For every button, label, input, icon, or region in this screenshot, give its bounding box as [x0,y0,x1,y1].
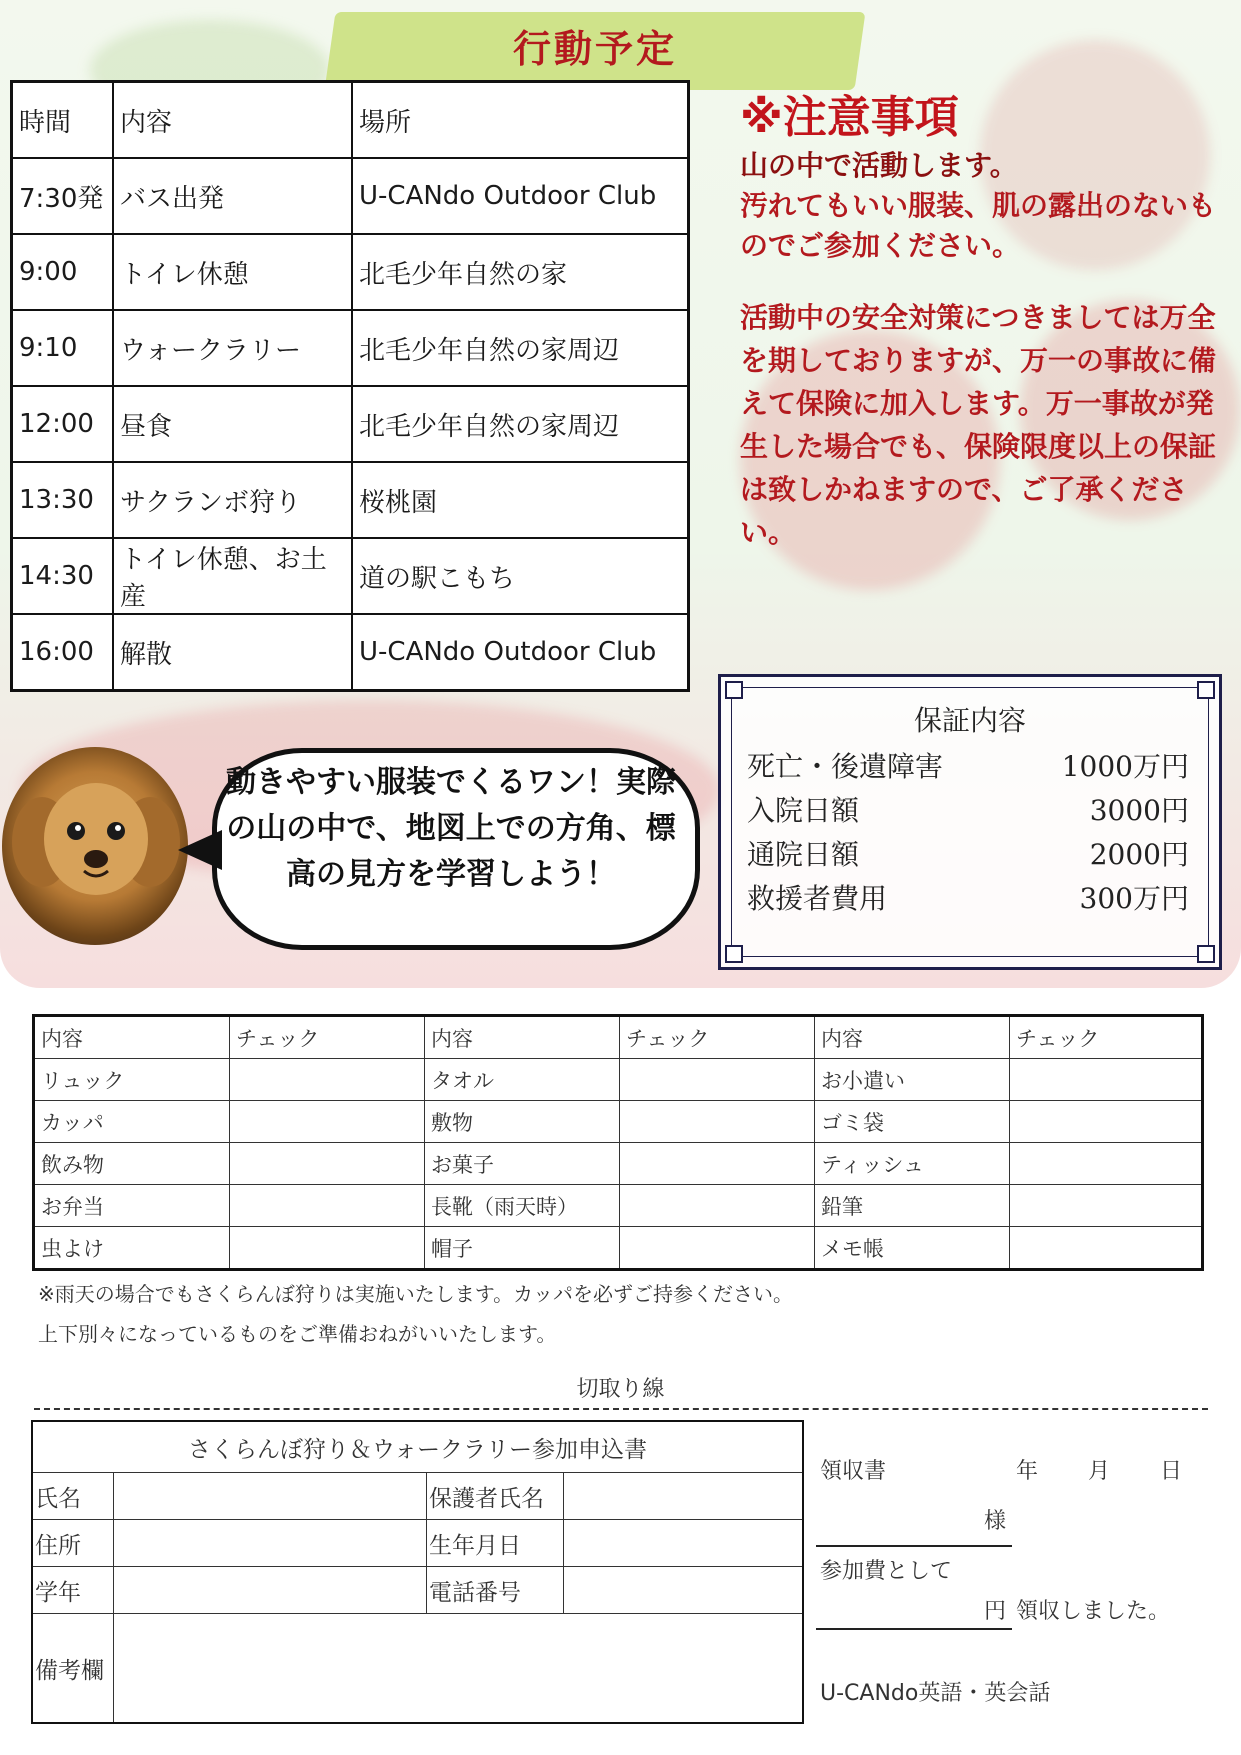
insurance-label: 死亡・後遺障害 [747,750,944,783]
grade-field[interactable] [114,1567,427,1614]
frame-corner-ornament [1197,681,1215,699]
check-cell[interactable] [620,1143,815,1185]
table-row [12,462,689,538]
form-label: 電話番号 [427,1567,564,1614]
form-label: 備考欄 [32,1614,114,1724]
item-cell: お菓子 [425,1143,620,1185]
form-label: 生年月日 [427,1520,564,1567]
name-field[interactable] [114,1473,427,1520]
table-header-row [12,82,689,159]
receipt-year: 年 [1016,1459,1039,1484]
form-row [32,1473,803,1520]
notice-section [740,90,1220,554]
table-row [34,1059,1203,1101]
check-cell[interactable] [230,1143,425,1185]
activity-cell: トイレ休憩 [113,234,352,310]
activity-cell: 解散 [113,614,352,691]
item-cell: メモ帳 [815,1227,1010,1270]
table-header-cell: 内容 [34,1016,230,1059]
table-row [34,1185,1203,1227]
item-cell: 鉛筆 [815,1185,1010,1227]
time-cell: 14:30 [12,538,114,614]
check-cell[interactable] [230,1101,425,1143]
address-field[interactable] [114,1520,427,1567]
notice-line: 山の中で活動します。 [740,149,1018,182]
table-header-cell: 内容 [113,82,352,159]
form-label: 学年 [32,1567,114,1614]
form-label: 住所 [32,1520,114,1567]
place-cell: 道の駅こもち [352,538,689,614]
receipt-title: 領収書 [820,1459,887,1484]
check-cell[interactable] [620,1101,815,1143]
table-row [12,310,689,386]
check-cell[interactable] [1010,1059,1203,1101]
receipt-yen: 円 [984,1599,1007,1624]
item-cell: タオル [425,1059,620,1101]
table-row [34,1101,1203,1143]
speech-bubble-tail [178,830,222,870]
table-row [12,538,689,614]
table-row [12,614,689,691]
item-cell: 飲み物 [34,1143,230,1185]
insurance-label: 通院日額 [747,838,860,871]
insurance-title: 保証内容 [913,704,1026,737]
item-cell: お小遣い [815,1059,1010,1101]
receipt-month: 月 [1088,1459,1111,1484]
item-cell: ゴミ袋 [815,1101,1010,1143]
place-cell: 北毛少年自然の家周辺 [352,386,689,462]
insurance-value: 1000万円 [1061,750,1189,783]
place-cell: 北毛少年自然の家周辺 [352,310,689,386]
check-cell[interactable] [230,1059,425,1101]
item-cell: 虫よけ [34,1227,230,1270]
frame-corner-ornament [1197,945,1215,963]
table-header-row [34,1016,1203,1059]
time-cell: 7:30発 [12,158,114,234]
item-cell: リュック [34,1059,230,1101]
check-cell[interactable] [1010,1101,1203,1143]
item-cell: 帽子 [425,1227,620,1270]
activity-cell: バス出発 [113,158,352,234]
form-row [32,1567,803,1614]
form-row [32,1520,803,1567]
cut-line-label: 切取り線 [576,1377,665,1402]
table-header-cell: チェック [1010,1016,1203,1059]
place-cell: U-CANdo Outdoor Club [352,614,689,691]
birthday-field[interactable] [564,1520,804,1567]
table-header-cell: 内容 [815,1016,1010,1059]
time-cell: 12:00 [12,386,114,462]
check-cell[interactable] [620,1227,815,1270]
item-cell: 敷物 [425,1101,620,1143]
notice-paragraph: 活動中の安全対策につきましては万全を期しておりますが、万一の事故に備えて保険に加入します。万一事故が発生した場合でも、保険限度以上の保証は致しかねますので、ご了承ください。 [740,301,1217,549]
amount-line [816,1628,1012,1630]
recipient-name-line [816,1545,1012,1547]
table-row [12,158,689,234]
insurance-box [718,674,1222,970]
item-cell: 長靴（雨天時） [425,1185,620,1227]
form-title: さくらんぼ狩り＆ウォークラリー参加申込書 [32,1421,803,1473]
check-cell[interactable] [230,1185,425,1227]
frame-corner-ornament [725,945,743,963]
receipt-day: 日 [1160,1459,1183,1484]
insurance-value: 2000円 [1089,838,1189,871]
table-row [12,386,689,462]
preparation-note: 上下別々になっているものをご準備おねがいいたします。 [38,1322,557,1346]
guardian-name-field[interactable] [564,1473,804,1520]
check-cell[interactable] [1010,1143,1203,1185]
activity-cell: トイレ休憩、お土産 [113,538,352,614]
activity-cell: ウォークラリー [113,310,352,386]
table-header-cell: 場所 [352,82,689,159]
rain-note: ※雨天の場合でもさくらんぼ狩りは実施いたします。カッパを必ずご持参ください。 [38,1282,793,1306]
schedule-table [10,80,690,692]
table-header-cell: チェック [620,1016,815,1059]
remarks-field[interactable] [114,1614,804,1724]
check-cell[interactable] [620,1059,815,1101]
form-label: 氏名 [32,1473,114,1520]
insurance-row [747,833,1189,873]
check-cell[interactable] [1010,1227,1203,1270]
insurance-row [747,745,1189,785]
time-cell: 16:00 [12,614,114,691]
time-cell: 9:10 [12,310,114,386]
application-form [31,1420,804,1724]
page-title: 行動予定 [512,27,677,71]
item-cell: カッパ [34,1101,230,1143]
place-cell: U-CANdo Outdoor Club [352,158,689,234]
receipt-issuer: U-CANdo英語・英会話 [820,1681,1051,1706]
table-row [12,234,689,310]
table-row [34,1143,1203,1185]
notice-line: 汚れてもいい服装、肌の露出のないものでご参加ください。 [740,189,1217,262]
check-cell[interactable] [1010,1185,1203,1227]
notice-heading: ※注意事項 [740,92,959,143]
insurance-label: 救援者費用 [747,882,888,915]
time-cell: 13:30 [12,462,114,538]
check-cell[interactable] [620,1185,815,1227]
receipt-fee-label: 参加費として [820,1559,953,1584]
cut-line [34,1408,1208,1410]
item-cell: ティッシュ [815,1143,1010,1185]
receipt-sama: 様 [984,1509,1007,1534]
insurance-value: 3000円 [1089,794,1189,827]
insurance-row [747,789,1189,829]
frame-corner-ornament [725,681,743,699]
receipt-received: 領収しました。 [1016,1599,1171,1624]
place-cell: 北毛少年自然の家 [352,234,689,310]
insurance-row [747,877,1189,917]
table-row [34,1227,1203,1270]
dog-face-icon [2,747,188,945]
table-header-cell: 内容 [425,1016,620,1059]
insurance-label: 入院日額 [747,794,860,827]
item-cell: お弁当 [34,1185,230,1227]
table-header-cell: チェック [230,1016,425,1059]
check-cell[interactable] [230,1227,425,1270]
form-label: 保護者氏名 [427,1473,564,1520]
insurance-value: 300万円 [1079,882,1189,915]
form-row [32,1614,803,1724]
time-cell: 9:00 [12,234,114,310]
phone-field[interactable] [564,1567,804,1614]
checklist-table [32,1014,1204,1271]
activity-cell: 昼食 [113,386,352,462]
form-title-row [32,1421,803,1473]
dog-mascot-image [2,747,188,945]
speech-bubble-text: 動きやすい服装でくるワン！実際の山の中で、地図上での方角、標高の見方を学習しよう！ [226,765,676,892]
activity-cell: サクランボ狩り [113,462,352,538]
table-header-cell: 時間 [12,82,114,159]
place-cell: 桜桃園 [352,462,689,538]
